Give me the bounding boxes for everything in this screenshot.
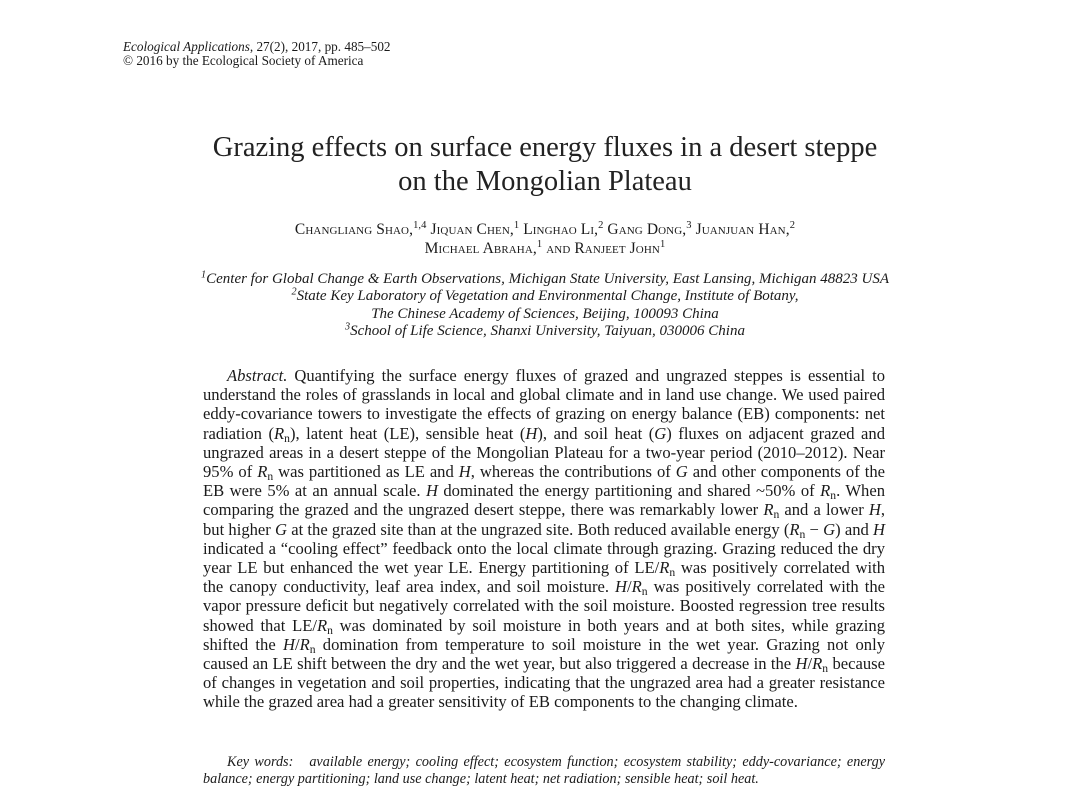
author-name: Michael Abraha, bbox=[424, 240, 537, 257]
author-affiliation-mark: 1,4 bbox=[413, 220, 427, 232]
copyright-line: © 2016 by the Ecological Society of America bbox=[123, 53, 364, 68]
author-affiliation-mark: 1 bbox=[513, 220, 520, 232]
journal-citation bbox=[123, 40, 391, 54]
author-affiliation-mark: 1 bbox=[659, 239, 666, 251]
title-line-2: on the Mongolian Plateau bbox=[398, 166, 692, 197]
author-name: and Ranjeet John bbox=[542, 240, 660, 257]
affiliations bbox=[120, 271, 970, 340]
keywords-label: Key words: bbox=[227, 754, 294, 770]
author-name: Juanjuan Han, bbox=[691, 221, 790, 238]
journal-volume-pages: , 27(2), 2017, pp. 485–502 bbox=[249, 39, 391, 54]
title-line-1: Grazing effects on surface energy fluxes in a desert steppe bbox=[212, 132, 878, 163]
author-affiliation-mark: 2 bbox=[598, 220, 604, 232]
author-name: Changliang Shao, bbox=[294, 221, 414, 238]
author-line-1 bbox=[120, 220, 970, 239]
author-affiliation-mark: 2 bbox=[789, 220, 796, 232]
affiliation-1: $^1$Center for Global Change & Earth Observations, Michigan State University, East Lansing, Michigan 48823 USA bbox=[201, 269, 889, 287]
affiliation-3: $^3$School of Life Science, Shanxi University, Taiyuan, 030006 China bbox=[345, 321, 745, 339]
author-affiliation-mark: 3 bbox=[686, 220, 692, 232]
affiliation-2: $^2$State Key Laboratory of Vegetation and Environmental Change, Institute of Botany, bbox=[291, 286, 799, 305]
abstract-label: Abstract. bbox=[227, 366, 288, 385]
author-name: Linghao Li, bbox=[519, 221, 599, 238]
keywords bbox=[203, 754, 885, 788]
abstract: Abstract. Quantifying the surface energy fluxes of grazed and ungrazed steppes is essential to understand the roles of grasslands in local and global climate and in land use change. We used paired eddy-covariance towers to investigate the effects of grazing on energy balance (EB) components: net radiation $(R_n)$, latent heat (LE), sensible heat (H), and soil heat (G) fluxes on adjacent grazed and ungrazed areas in a desert steppe of the Mongolian Plateau for a two-year period (2010–2012). Near 95% of $R_n$ was partitioned as LE and H, whereas the contributions of G and other components of the EB were 5% at an annual scale. H dominated the energy partitioning and shared ~50% of $R_n$. When comparing the grazed and the ungrazed desert steppe, there was remarkably lower $R_n$ and a lower H, but higher G at the grazed site than at the ungrazed site. Both reduced available energy $(R_n - G)$ and H indicated a “cooling effect” feedback onto the local climate through grazing. Grazing reduced the dry year LE but enhanced the wet year LE. Energy partitioning of $LE/R_n$ was positively correlated with the canopy conductivity, leaf area index, and soil moisture. $H/R_n$ was positively correlated with the vapor pressure deficit but negatively correlated with the soil moisture. Boosted regression tree results showed that $LE/R_n$ was dominated by soil moisture in both years and at both sites, while grazing shifted the $H/R_n$ domination from temperature to soil moisture in the wet year. Grazing not only caused an LE shift between the dry and the wet year, but also triggered a decrease in the $H/R_n$ because of changes in vegetation and soil properties, indicating that the ungrazed area had a greater resistance while the grazed area had a greater sensitivity of EB components to the changing climate. bbox=[203, 366, 886, 712]
author-list bbox=[120, 220, 970, 258]
affiliation-2-cont: The Chinese Academy of Sciences, Beijing, 100093 China bbox=[371, 305, 719, 322]
author-name: Gang Dong, bbox=[603, 221, 687, 238]
author-name: Jiquan Chen, bbox=[426, 221, 514, 238]
author-line-2 bbox=[120, 239, 970, 258]
journal-name: Ecological Applications bbox=[123, 39, 250, 54]
keywords-text: available energy; cooling effect; ecosystem function; ecosystem stability; eddy-covariance; energy balance; energy partitioning; land use change; latent heat; net radiation; sensible heat; soil heat. bbox=[203, 754, 886, 787]
author-affiliation-mark: 1 bbox=[536, 239, 543, 251]
paper-title bbox=[120, 131, 970, 199]
journal-header bbox=[123, 40, 391, 68]
